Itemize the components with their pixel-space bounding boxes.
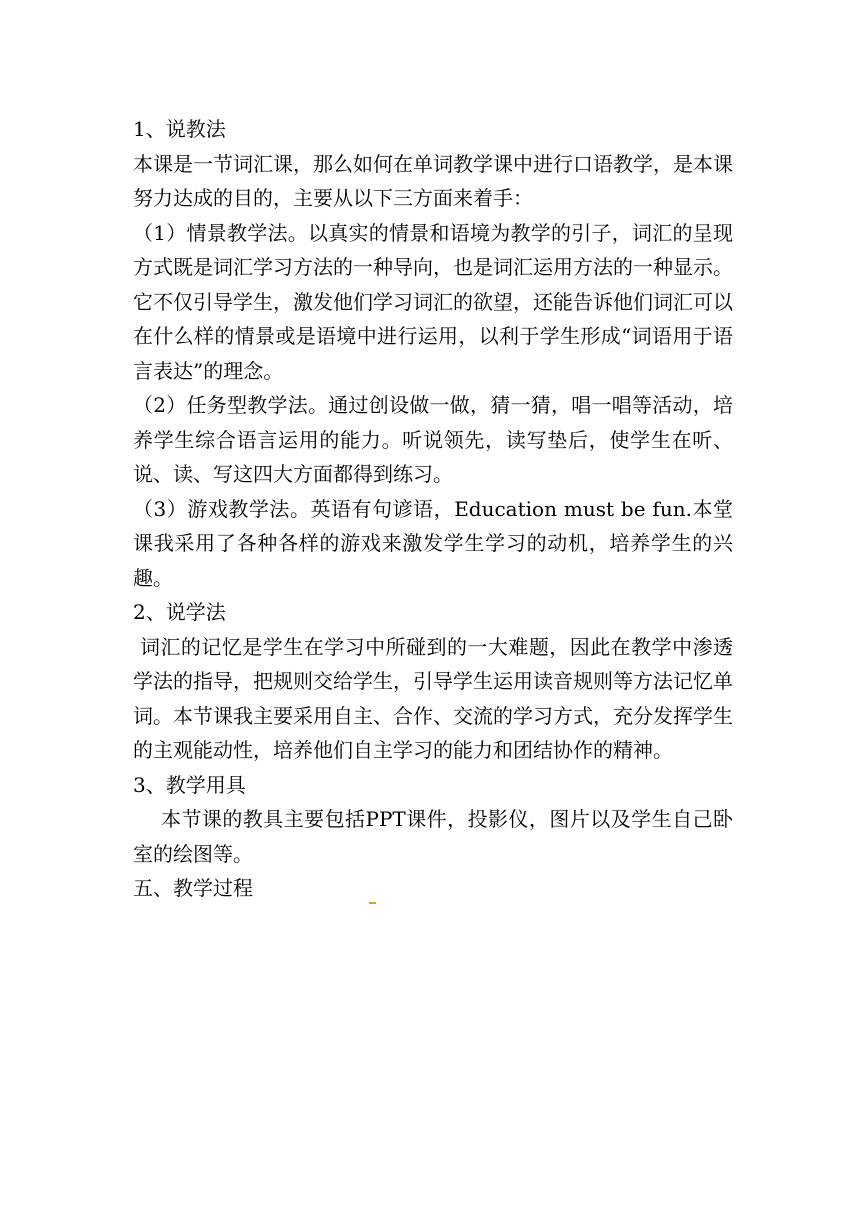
text-cursor-mark xyxy=(369,902,376,904)
document-body xyxy=(133,112,733,906)
paragraph-teaching-tools: 本节课的教具主要包括PPT课件，投影仪，图片以及学生自己卧室的绘图等。 xyxy=(133,807,733,866)
heading-teaching-method: 1、说教法 xyxy=(133,117,226,141)
paragraph-situational-method: （1）情景教学法。以真实的情景和语境为教学的引子，词汇的呈现方式既是词汇学习方法的一种导向，也是词汇运用方法的一种显示。它不仅引导学生，激发他们学习词汇的欲望，还能告诉他们词汇可以在什么样的情景或是语境中进行运用，以利于学生形成“词语用于语言表达”的理念。 xyxy=(133,220,733,383)
heading-learning-method: 2、说学法 xyxy=(133,600,226,624)
heading-teaching-tools: 3、教学用具 xyxy=(133,772,246,797)
heading-teaching-process: 五、教学过程 xyxy=(133,876,253,900)
paragraph-task-method: （2）任务型教学法。通过创设做一做，猜一猜，唱一唱等活动，培养学生综合语言运用的能力。听说领先，读写垫后，使学生在听、说、读、写这四大方面都得到练习。 xyxy=(133,393,733,486)
paragraph-intro: 本课是一节词汇课，那么如何在单词教学课中进行口语教学，是本课努力达成的目的，主要从以下三方面来着手： xyxy=(133,151,733,210)
paragraph-learning-method: 词汇的记忆是学生在学习中所碰到的一大难题，因此在教学中渗透学法的指导，把规则交给学生，引导学生运用读音规则等方法记忆单词。本节课我主要采用自主、合作、交流的学习方式，充分发挥学生的主观能动性，培养他们自主学习的能力和团结协作的精神。 xyxy=(133,634,733,762)
paragraph-game-method: （3）游戏教学法。英语有句谚语，Education must be fun.本堂课我采用了各种各样的游戏来激发学生学习的动机，培养学生的兴趣。 xyxy=(133,496,733,590)
